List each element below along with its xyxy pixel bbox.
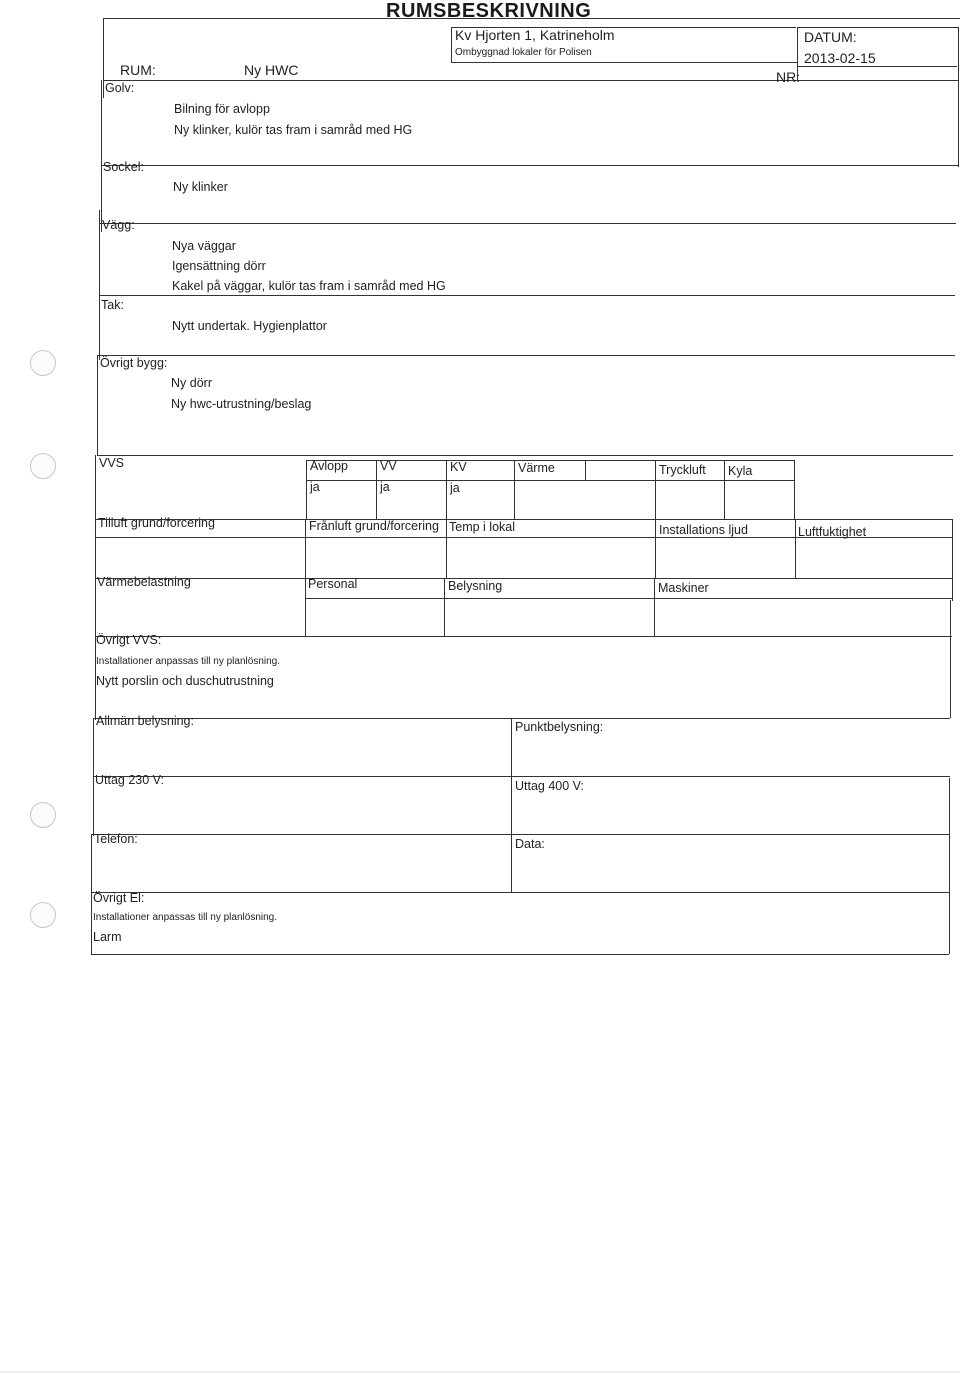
vvs-col-varme-label: Värme: [518, 461, 555, 475]
vagg-line: Nya väggar: [172, 239, 236, 253]
tak-label: Tak:: [101, 298, 124, 312]
punch-hole: [30, 350, 56, 376]
vagg-line: Kakel på väggar, kulör tas fram i samråd med HG: [172, 279, 446, 293]
varmebelastning-label: Värmebelastning: [97, 575, 191, 589]
uttag-230-label: Uttag 230 V:: [95, 773, 165, 787]
sockel-line: Ny klinker: [173, 180, 228, 194]
property-name: Kv Hjorten 1, Katrineholm: [455, 27, 615, 43]
telefon-label: Telefon:: [94, 832, 138, 846]
vagg-line: Igensättning dörr: [172, 259, 266, 273]
vvs-col-avlopp-label: Avlopp: [310, 459, 348, 473]
vvs-col-kv-label: KV: [450, 460, 467, 474]
scan-edge: [0, 1371, 960, 1373]
ovrigt-el-line: Installationer anpassas till ny planlösning.: [93, 912, 277, 923]
vvs-col-vv-value: ja: [380, 480, 390, 494]
project-name: Ombyggnad lokaler för Polisen: [455, 47, 592, 58]
ovrigt-vvs-line: Nytt porslin och duschutrustning: [96, 674, 274, 688]
golv-line: Ny klinker, kulör tas fram i samråd med HG: [174, 123, 413, 137]
vagg-label: Vägg:: [102, 218, 135, 232]
vvs-label: VVS: [99, 456, 125, 470]
golv-label: Golv:: [105, 81, 135, 95]
franluft-label: Frånluft grund/forcering: [309, 519, 439, 533]
golv-line: Bilning för avlopp: [174, 102, 270, 116]
datum-label: DATUM:: [804, 29, 857, 45]
belysning-label: Belysning: [448, 579, 503, 593]
ovrigt-bygg-line: Ny dörr: [171, 376, 212, 390]
ovrigt-bygg-label: Övrigt bygg:: [100, 356, 168, 370]
data-label: Data:: [515, 837, 545, 851]
punktbelysning-label: Punktbelysning:: [515, 720, 604, 734]
punch-hole: [30, 802, 56, 828]
punch-hole: [30, 453, 56, 479]
vvs-col-avlopp-value: ja: [310, 480, 320, 494]
rum-value: Ny HWC: [244, 62, 299, 78]
sockel-label: Sockel:: [103, 160, 144, 174]
vvs-col-kyla-label: Kyla: [728, 464, 753, 478]
luftfuktighet-label: Luftfuktighet: [798, 525, 867, 539]
datum-value: 2013-02-15: [804, 50, 876, 66]
vvs-col-kv-value: ja: [450, 481, 460, 495]
rum-label: RUM:: [120, 62, 156, 78]
nr-label: NR:: [776, 69, 801, 85]
maskiner-label: Maskiner: [658, 581, 709, 595]
ovrigt-vvs-line: Installationer anpassas till ny planlösning.: [96, 656, 280, 667]
punch-hole: [30, 902, 56, 928]
vvs-col-tryckluft-label: Tryckluft: [659, 463, 706, 477]
ovrigt-vvs-label: Övrigt VVS:: [96, 633, 162, 647]
installations-ljud-label: Installations ljud: [659, 523, 748, 537]
personal-label: Personal: [308, 577, 358, 591]
tak-line: Nytt undertak. Hygienplattor: [172, 319, 327, 333]
vvs-col-vv-label: VV: [380, 459, 397, 473]
tilluft-label: Tilluft grund/forcering: [98, 516, 215, 530]
ovrigt-el-label: Övrigt El:: [93, 891, 145, 905]
temp-label: Temp i lokal: [449, 520, 515, 534]
uttag-400-label: Uttag 400 V:: [515, 779, 585, 793]
document-title: RUMSBESKRIVNING: [386, 0, 592, 22]
ovrigt-el-line: Larm: [93, 930, 122, 944]
ovrigt-bygg-line: Ny hwc-utrustning/beslag: [171, 397, 312, 411]
allman-belysning-label: Allmän belysning:: [96, 714, 194, 728]
